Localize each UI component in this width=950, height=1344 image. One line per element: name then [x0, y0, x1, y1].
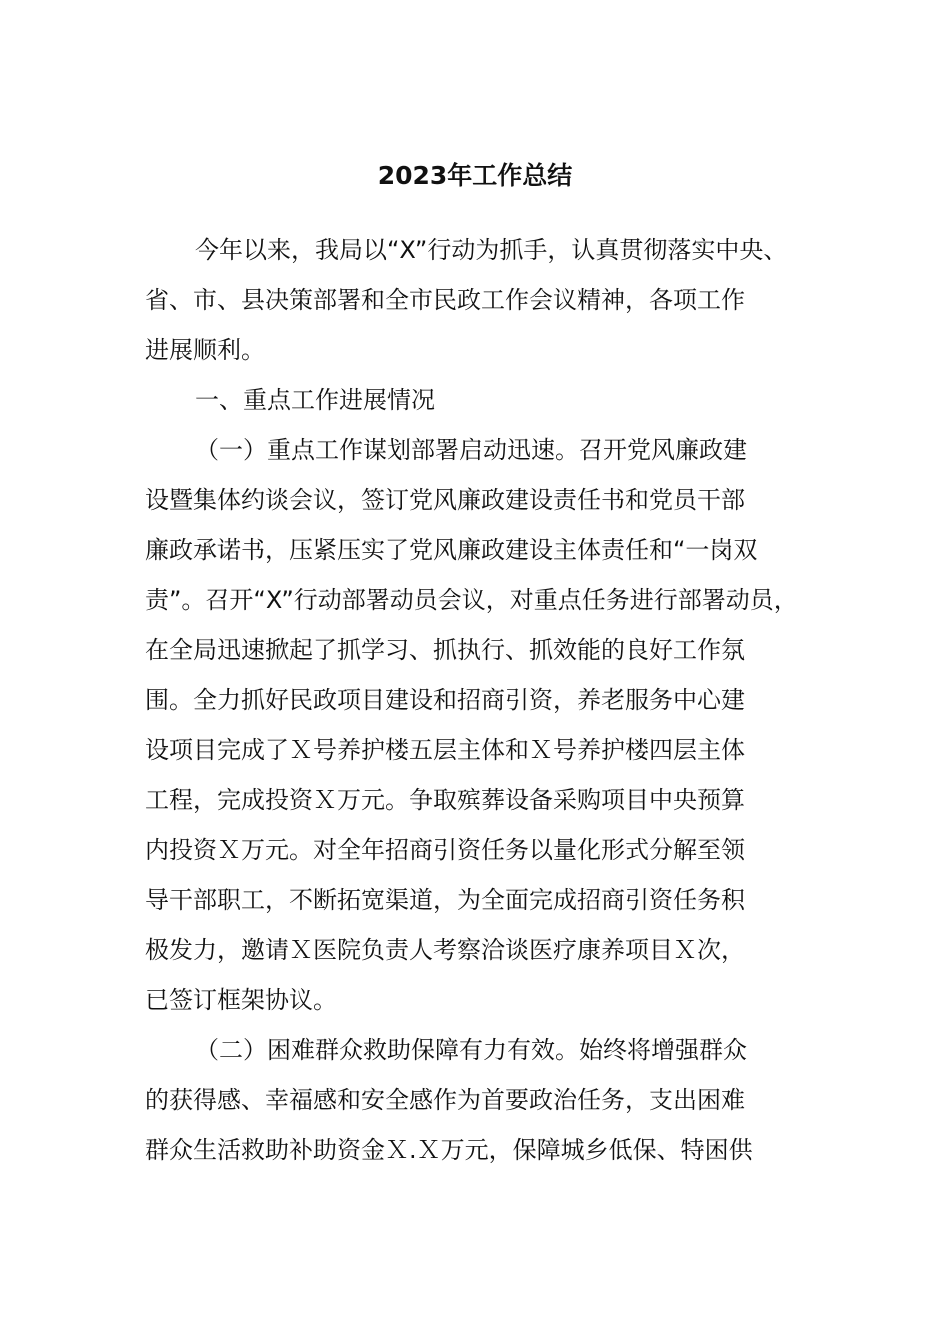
paragraph-line: 在全局迅速掀起了抓学习、抓执行、抓效能的良好工作氛: [145, 636, 745, 664]
paragraph-line: 设暨集体约谈会议，签订党风廉政建设责任书和党员干部: [145, 486, 745, 514]
paragraph-line: 内投资Ｘ万元。对全年招商引资任务以量化形式分解至领: [145, 836, 745, 864]
paragraph-line: 今年以来，我局以“X”行动为抓手，认真贯彻落实中央、: [195, 236, 788, 264]
paragraph-line: 导干部职工，不断拓宽渠道，为全面完成招商引资任务积: [145, 886, 745, 914]
paragraph-line: 围。全力抓好民政项目建设和招商引资，养老服务中心建: [145, 686, 745, 714]
paragraph-line: 工程，完成投资Ｘ万元。争取殡葬设备采购项目中央预算: [145, 786, 745, 814]
subsection-heading-line: （一）重点工作谋划部署启动迅速。召开党风廉政建: [195, 436, 747, 464]
subsection-heading-line: （二）困难群众救助保障有力有效。始终将增强群众: [195, 1036, 747, 1064]
section-heading: 一、重点工作进展情况: [195, 386, 435, 414]
document-title: 2023年工作总结: [377, 161, 573, 190]
paragraph-line: 进展顺利。: [145, 336, 265, 364]
paragraph-line: 廉政承诺书，压紧压实了党风廉政建设主体责任和“一岗双: [145, 536, 758, 564]
paragraph-line: 责”。召开“X”行动部署动员会议，对重点任务进行部署动员，: [145, 586, 798, 614]
paragraph-line: 极发力，邀请Ｘ医院负责人考察洽谈医疗康养项目Ｘ次，: [145, 936, 745, 964]
paragraph-line: 已签订框架协议。: [145, 986, 337, 1014]
paragraph-line: 设项目完成了Ｘ号养护楼五层主体和Ｘ号养护楼四层主体: [145, 736, 745, 764]
paragraph-line: 群众生活救助补助资金Ｘ.Ｘ万元，保障城乡低保、特困供: [145, 1136, 753, 1164]
paragraph-line: 省、市、县决策部署和全市民政工作会议精神，各项工作: [145, 286, 745, 314]
paragraph-line: 的获得感、幸福感和安全感作为首要政治任务，支出困难: [145, 1086, 745, 1114]
